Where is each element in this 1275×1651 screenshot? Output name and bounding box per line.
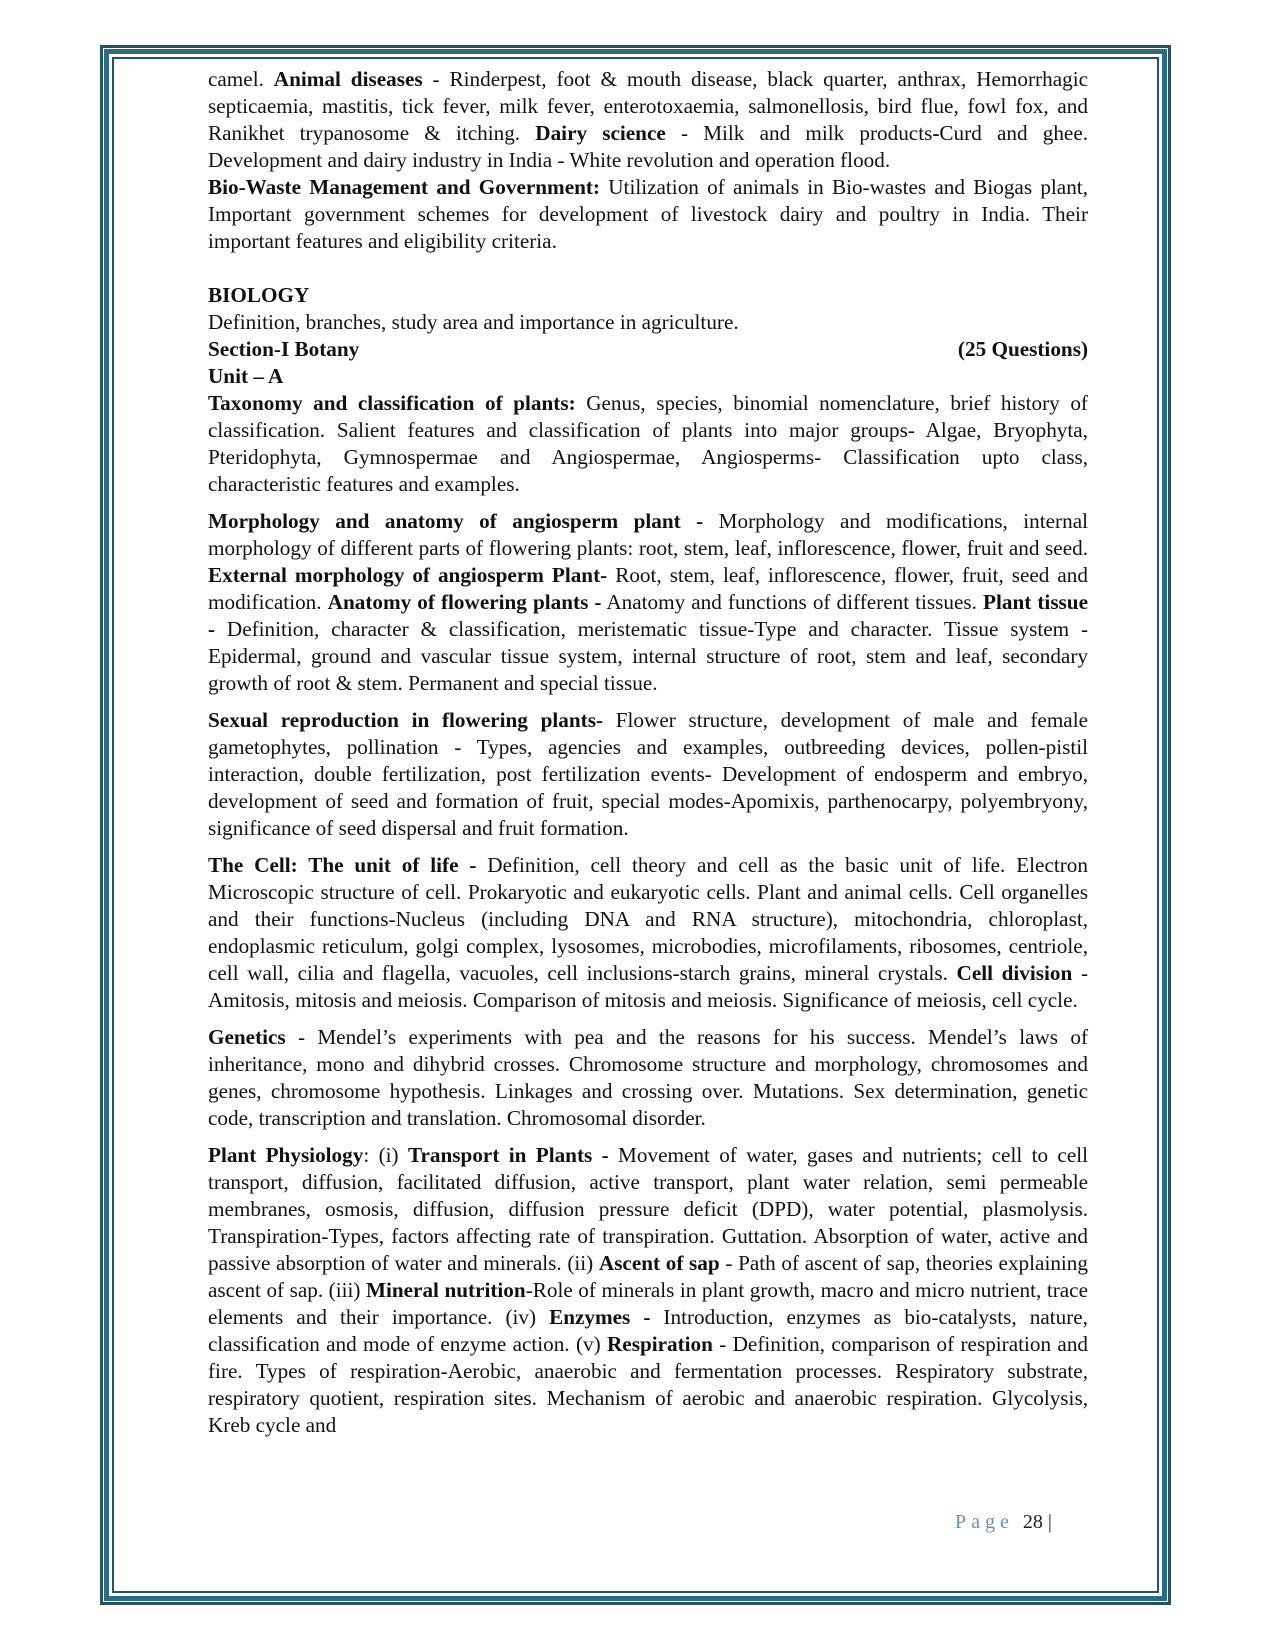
paragraph-sexual-reproduction: Sexual reproduction in flowering plants- Flower structure, development of male and female gametophytes, pollination - Types, agencies and examples, outbreeding devices, pollen-pistil interaction, double fertilization, post fertilization events- Development of endosperm and embryo, development of seed and formation of fruit, special modes-Apomixis, parthenocarpy, polyembryony, significance of seed dispersal and fruit formation. bbox=[208, 708, 1088, 840]
page-separator: | bbox=[1047, 1511, 1052, 1533]
paragraph-plant-physiology: Plant Physiology: (i) Transport in Plants - Movement of water, gases and nutrients; cell to cell transport, diffusion, facilitated diffusion, active transport, plant water relation, semi permeable membranes, osmosis, diffusion, diffusion pressure deficit (DPD), water potential, plasmolysis. Transpiration-Types, factors affecting rate of transpiration. Guttation. Absorption of water, active and passive absorption of water and minerals. (ii) Ascent of sap - Path of ascent of sap, theories explaining ascent of sap. (iii) Mineral nutrition-Role of minerals in plant growth, macro and micro nutrient, trace elements and their importance. (iv) Enzymes - Introduction, enzymes as bio-catalysts, nature, classification and mode of enzyme action. (v) Respiration - Definition, comparison of respiration and fire. Types of respiration-Aerobic, anaerobic and fermentation processes. Respiratory substrate, respiratory quotient, respiration sites. Mechanism of aerobic and anaerobic respiration. Glycolysis, Kreb cycle and bbox=[208, 1143, 1089, 1437]
paragraph-morphology: Morphology and anatomy of angiosperm plant - Morphology and modifications, internal morphology of different parts of flowering plants: root, stem, leaf, inflorescence, flower, fruit and seed. External morphology of angiosperm Plant- Root, stem, leaf, inflorescence, flower, fruit, seed and modification. Anatomy of flowering plants - Anatomy and functions of different tissues. Plant tissue - Definition, character & classification, meristematic tissue-Type and character. Tissue system - Epidermal, ground and vascular tissue system, internal structure of root, stem and leaf, secondary growth of root & stem. Permanent and special tissue. bbox=[208, 509, 1088, 695]
page-label: Page bbox=[955, 1511, 1014, 1533]
page-footer bbox=[955, 1511, 1052, 1534]
paragraph-genetics: Genetics - Mendel’s experiments with pea and the reasons for his success. Mendel’s laws of inheritance, mono and dihybrid crosses. Chromosome structure and morphology, chromosomes and genes, chromosome hypothesis. Linkages and crossing over. Mutations. Sex determination, genetic code, transcription and translation. Chromosomal disorder. bbox=[208, 1025, 1088, 1130]
section-questions: (25 Questions) bbox=[957, 337, 1088, 361]
section-title: Section-I Botany bbox=[208, 337, 360, 361]
page-number: 28 bbox=[1022, 1511, 1043, 1533]
unit-heading: Unit – A bbox=[208, 364, 284, 388]
biology-heading: BIOLOGY bbox=[208, 283, 310, 307]
spacer bbox=[208, 255, 1088, 282]
paragraph-bio-waste: Bio-Waste Management and Government: Utilization of animals in Bio-wastes and Biogas plant, Important government schemes for development of livestock dairy and poultry in India. Their important features and eligibility criteria. bbox=[208, 175, 1088, 253]
paragraph-animal-diseases: camel. Animal diseases - Rinderpest, foot & mouth disease, black quarter, anthrax, Hemorrhagic septicaemia, mastitis, tick fever, milk fever, enterotoxaemia, salmonellosis, bird flue, fowl fox, and Ranikhet trypanosome & itching. Dairy science - Milk and milk products-Curd and ghee. Development and dairy industry in India - White revolution and operation flood. bbox=[208, 67, 1089, 172]
paragraph-taxonomy: Taxonomy and classification of plants: Genus, species, binomial nomenclature, brief history of classification. Salient features and classification of plants into major groups- Algae, Bryophyta, Pteridophyta, Gymnospermae and Angiospermae, Angiosperms- Classification upto class, characteristic features and examples. bbox=[208, 391, 1088, 496]
paragraph-cell: The Cell: The unit of life - Definition, cell theory and cell as the basic unit of life. Electron Microscopic structure of cell. Prokaryotic and eukaryotic cells. Plant and animal cells. Cell organelles and their functions-Nucleus (including DNA and RNA structure), mitochondria, chloroplast, endoplasmic reticulum, golgi complex, lysosomes, microbodies, microfilaments, ribosomes, centriole, cell wall, cilia and flagella, vacuoles, cell inclusions-starch grains, mineral crystals. Cell division - Amitosis, mitosis and meiosis. Comparison of mitosis and meiosis. Significance of meiosis, cell cycle. bbox=[208, 853, 1088, 1012]
biology-definition: Definition, branches, study area and importance in agriculture. bbox=[208, 310, 739, 334]
document-body bbox=[208, 66, 1088, 1439]
section-header bbox=[208, 336, 1088, 363]
